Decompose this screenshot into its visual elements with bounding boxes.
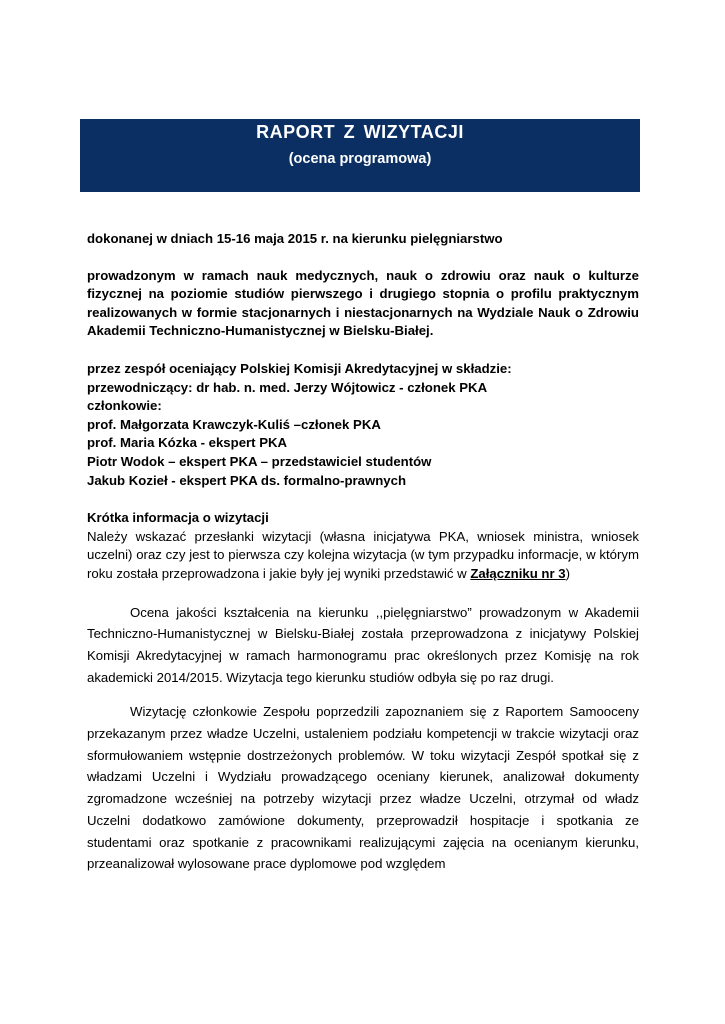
attachment-reference: Załączniku nr 3 <box>470 565 566 581</box>
report-subtitle: (ocena programowa) <box>288 151 432 167</box>
report-title: RAPORT Z WIZYTACJI <box>256 122 464 142</box>
document-body <box>87 230 639 875</box>
team-member: prof. Małgorzata Krawczyk-Kuliś –członek PKA <box>87 416 381 432</box>
team-member: Jakub Kozieł - ekspert PKA ds. formalno-prawnych <box>87 472 407 488</box>
paragraph-visit-process: Wizytację członkowie Zespołu poprzedzili zapoznaniem się z Raportem Samooceny przekazanym przez władze Uczelni, ustaleniem podziału kompetencji w trakcie wizytacji oraz sformułowaniem wstępnie dostrzeżonych problemów. W toku wizytacji Zespół spotkał się z władzami Uczelni i Wydziału prowadzącego oceniany kierunek, analizował dokumenty zgromadzone wcześniej na potrzeby wizytacji przez władze Uczelni, otrzymał od władz Uczelni dodatkowo zamówione dokumenty, przeprowadził hospitacje i spotkania ze studentami oraz spotkanie z pracownikami realizującymi zajęcia na ocenianym kierunku, przeanalizował wylosowane prace dyplomowe pod względem <box>87 704 639 872</box>
team-chair: przewodniczący: dr hab. n. med. Jerzy Wójtowicz - członek PKA <box>87 379 488 395</box>
paragraph-evaluation: Ocena jakości kształcenia na kierunku ,,pielęgniarstwo” prowadzonym w Akademii Techniczno-Humanistycznej w Bielsku-Białej została przeprowadzona z inicjatywy Polskiej Komisji Akredytacyjnej w ramach harmonogramu prac określonych przez Komisję na rok akademicki 2014/2015. Wizytacja tego kierunku studiów odbyła się po raz drugi. <box>87 604 639 685</box>
report-header-banner <box>80 119 640 192</box>
visit-dates: dokonanej w dniach 15-16 maja 2015 r. na kierunku pielęgniarstwo <box>87 231 503 246</box>
team-member: prof. Maria Kózka - ekspert PKA <box>87 435 288 451</box>
team-section <box>87 360 639 490</box>
instruction-closing: ) <box>565 565 571 581</box>
team-intro: przez zespół oceniający Polskiej Komisji Akredytacyjnej w składzie: <box>87 360 512 376</box>
team-member: Piotr Wodok – ekspert PKA – przedstawiciel studentów <box>87 453 432 469</box>
instruction-text: Należy wskazać przesłanki wizytacji (własna inicjatywa PKA, wniosek ministra, wniosek uczelni) oraz czy jest to pierwsza czy kolejna wizytacja (w tym przypadku informacje, w którym roku została przeprowadzona i jakie były jej wyniki przedstawić w <box>87 528 639 581</box>
program-description: prowadzonym w ramach nauk medycznych, nauk o zdrowiu oraz nauk o kulturze fizycznej na poziomie studiów pierwszego i drugiego stopnia o profilu praktycznym realizowanych w formie stacjonarnych i niestacjonarnych na Wydziale Nauk o Zdrowiu Akademii Techniczno-Humanistycznej w Bielsku-Białej. <box>87 267 639 339</box>
info-instruction <box>87 528 639 584</box>
team-members-label: członkowie: <box>87 398 162 414</box>
info-heading: Krótka informacja o wizytacji <box>87 510 269 526</box>
